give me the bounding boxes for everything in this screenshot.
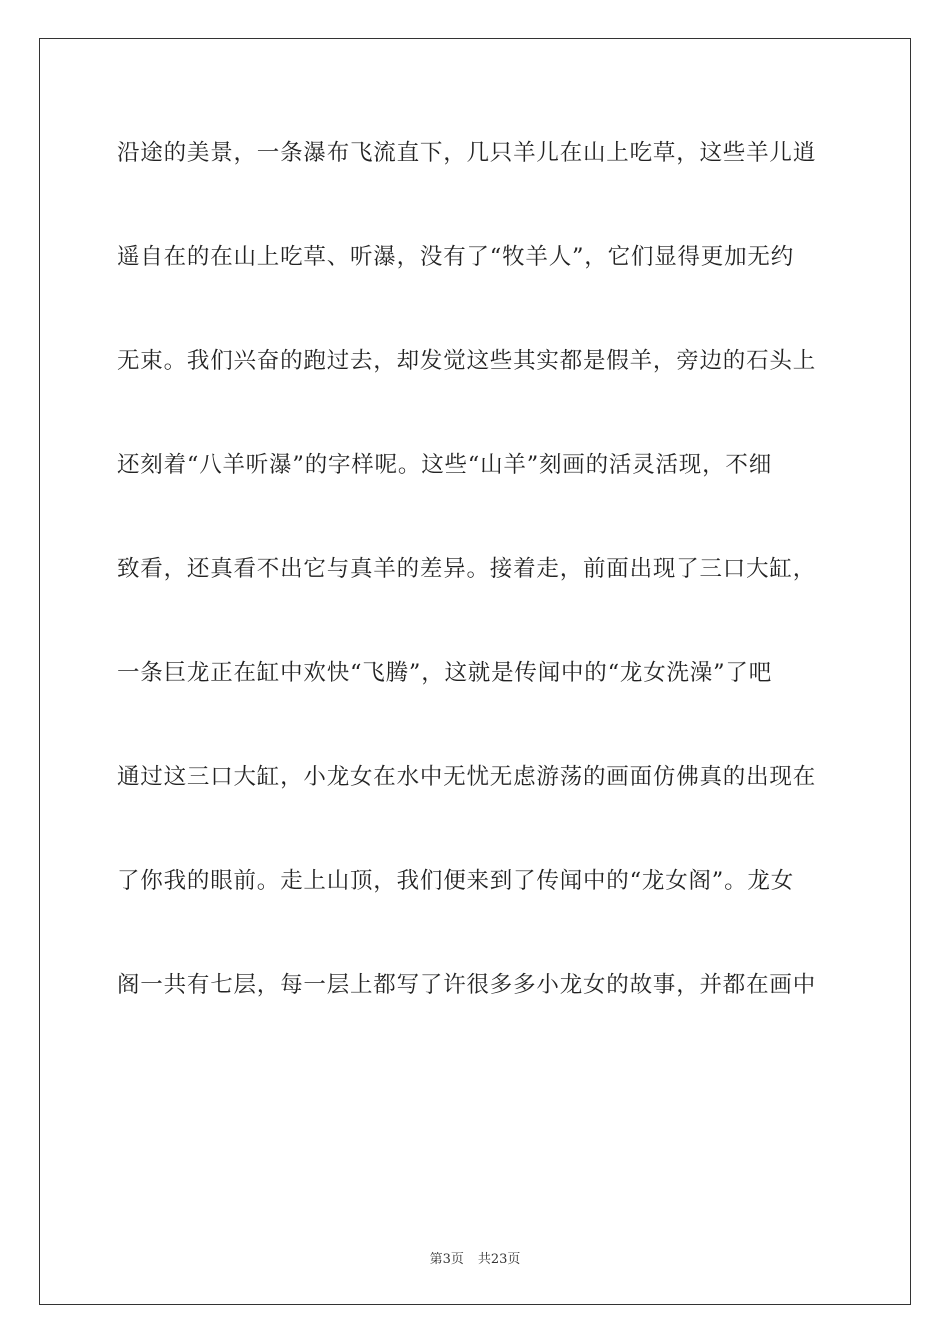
page-total: 共23页: [477, 1252, 521, 1267]
text-line: 通过这三口大缸，小龙女在水中无忧无虑游荡的画面仿佛真的出现在: [117, 764, 817, 790]
document-body: [117, 128, 833, 1064]
text-line: 无束。我们兴奋的跑过去，却发觉这些其实都是假羊，旁边的石头上: [117, 348, 817, 374]
text-line: 沿途的美景，一条瀑布飞流直下，几只羊儿在山上吃草，这些羊儿逍: [117, 140, 817, 166]
text-line: 一条巨龙正在缸中欢快“飞腾”，这就是传闻中的“龙女洗澡”了吧: [117, 660, 773, 686]
text-line: 阁一共有七层，每一层上都写了许很多多小龙女的故事，并都在画中: [117, 972, 817, 998]
page-number: 第3页: [429, 1252, 464, 1267]
text-line: 还刻着“八羊听瀑”的字样呢。这些“山羊”刻画的活灵活现，不细: [117, 452, 773, 478]
page-footer: [0, 1248, 950, 1267]
text-line: 遥自在的在山上吃草、听瀑，没有了“牧羊人”，它们显得更加无约: [117, 244, 795, 270]
text-line: 了你我的眼前。走上山顶，我们便来到了传闻中的“龙女阁”。龙女: [117, 868, 795, 894]
text-line: 致看，还真看不出它与真羊的差异。接着走，前面出现了三口大缸，: [117, 556, 817, 582]
